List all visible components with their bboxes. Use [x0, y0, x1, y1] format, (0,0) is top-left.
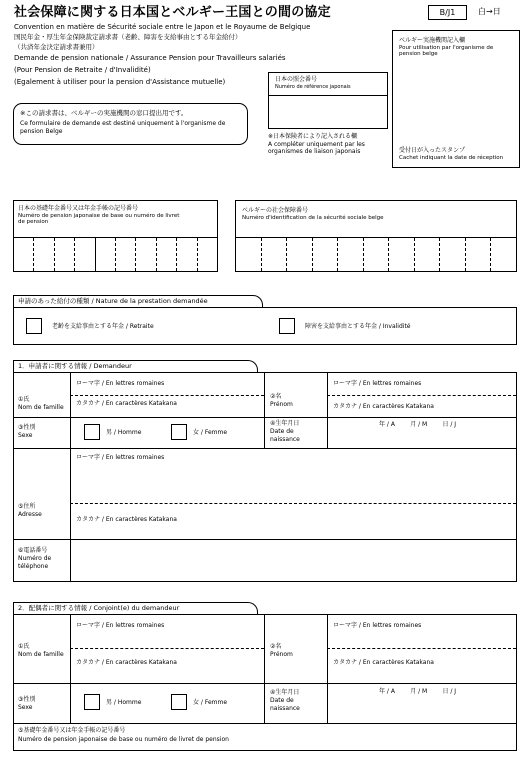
retraite-label: 老齢を支給事由とする年金 / Retraite	[52, 323, 154, 330]
jp-pension-fr-1: Numéro de pension japonaise de base ou numéro de livret	[18, 212, 180, 219]
s2-firstname-jp: ②名	[270, 643, 282, 650]
s2-sex-jp: ③性別	[18, 696, 36, 703]
s2-surname-katakana-label: カタカナ / En caractères Katakana	[76, 659, 177, 666]
jp-pension-number-cells[interactable]	[14, 237, 217, 271]
jp-pension-fr-2: de pension	[18, 219, 49, 226]
s2-dob-fr-1: Date de	[270, 697, 294, 704]
s2-pension-fr: Numéro de pension japonaise de base ou numéro de livret de pension	[18, 736, 229, 743]
applicant-section	[13, 372, 517, 582]
belgian-box-jp: ベルギー実施機関記入欄	[399, 37, 466, 44]
japan-agency-note-fr-2: organismes de liaison japonais	[268, 148, 361, 155]
s1-phone-jp: ⑥電話番号	[18, 547, 48, 554]
s1-address-fr: Adresse	[18, 511, 42, 518]
s2-dob-input[interactable]	[328, 700, 516, 722]
be-ss-number-box	[235, 200, 517, 272]
s2-male-label: 男 / Homme	[106, 699, 142, 706]
s1-sex-fr: Sexe	[18, 432, 33, 439]
s1-surname-fr: Nom de famille	[18, 404, 64, 411]
s1-dob-fr-2: naissance	[270, 436, 300, 443]
s1-phone-fr-1: Numéro de	[18, 555, 52, 562]
be-ss-fr: Numéro d'identification de la sécurité sociale belge	[242, 214, 384, 221]
s1-dob-jp: ④生年月日	[270, 420, 300, 427]
retraite-checkbox[interactable]	[26, 318, 42, 334]
s1-male-checkbox[interactable]	[84, 424, 100, 440]
invalidite-checkbox[interactable]	[279, 318, 295, 334]
japan-agency-note	[268, 133, 393, 156]
s2-firstname-fr: Prénom	[270, 651, 293, 658]
direction-label: 白→日	[478, 7, 501, 16]
benefit-section	[13, 307, 517, 345]
s2-sex-fr: Sexe	[18, 704, 33, 711]
notice-fr-1: Ce formulaire de demande est destiné uniquement à l'organisme de	[20, 120, 226, 128]
s1-address-input[interactable]	[71, 449, 516, 538]
s1-phone-input[interactable]	[71, 540, 516, 581]
stamp-jp: 受付日が入ったスタンプ	[399, 147, 466, 154]
s2-female-checkbox[interactable]	[171, 694, 187, 710]
belgian-box-fr-2: pension belge	[399, 51, 438, 58]
s2-surname-input[interactable]	[71, 616, 263, 682]
s1-female-checkbox[interactable]	[171, 424, 187, 440]
s1-address-katakana-label: カタカナ / En caractères Katakana	[76, 516, 177, 523]
japan-agency-note-jp: ※日本保険者により記入される欄	[268, 133, 358, 140]
s1-surname-input[interactable]	[71, 374, 263, 416]
form-fr-subtitle: (Pour Pension de Retraite / d'Invalidité)	[14, 66, 151, 74]
s2-firstname-romaji-label: ローマ字 / En lettres romaines	[333, 622, 422, 629]
be-ss-number-cells[interactable]	[236, 237, 516, 271]
be-ss-jp: ベルギーの社会保障番号	[242, 207, 309, 214]
belgian-box-fr-1: Pour utilisation par l'organisme de	[399, 44, 494, 51]
jp-pension-number-box	[13, 200, 218, 272]
s1-firstname-fr: Prénom	[270, 401, 293, 408]
page-title: 社会保障に関する日本国とベルギー王国との間の協定	[14, 5, 331, 20]
notice-jp: ※この請求書は、ベルギーの実施機関の窓口提出用です。	[20, 109, 188, 117]
jp-pension-jp: 日本の基礎年金番号又は年金手帳の記号番号	[18, 205, 139, 212]
s1-firstname-katakana-label: カタカナ / En caractères Katakana	[333, 403, 434, 410]
s1-address-jp: ⑤住所	[18, 503, 36, 510]
form-jp-subtitle: （共済年金決定請求書兼用）	[14, 43, 99, 51]
japan-ref-fr: Numéro de référence japonais	[275, 83, 351, 90]
notice-fr-2: pension Belge	[20, 127, 63, 135]
s1-surname-jp: ①氏	[18, 396, 30, 403]
s1-firstname-romaji-label: ローマ字 / En lettres romaines	[333, 380, 422, 387]
s1-address-romaji-label: ローマ字 / En lettres romaines	[76, 454, 165, 461]
s2-surname-romaji-label: ローマ字 / En lettres romaines	[76, 622, 165, 629]
section1-tab: 1．申請者に関する情報 / Demandeur	[13, 360, 258, 373]
japan-reference-box	[268, 72, 388, 129]
s1-surname-romaji-label: ローマ字 / En lettres romaines	[76, 380, 165, 387]
s2-firstname-input[interactable]	[328, 616, 516, 682]
s2-surname-fr: Nom de famille	[18, 651, 64, 658]
s2-firstname-katakana-label: カタカナ / En caractères Katakana	[333, 659, 434, 666]
s2-surname-jp: ①氏	[18, 643, 30, 650]
japan-ref-jp: 日本の照会番号	[275, 76, 318, 83]
japan-agency-note-fr-1: A compléter uniquement par les	[268, 140, 365, 148]
benefit-tab: 申請のあった給付の種類 / Nature de la prestation demandée	[13, 295, 263, 308]
s1-female-label: 女 / Femme	[193, 429, 228, 436]
s2-dob-jp: ④生年月日	[270, 689, 300, 696]
s2-dob-fr-2: naissance	[270, 705, 300, 712]
s2-male-checkbox[interactable]	[84, 694, 100, 710]
s1-firstname-jp: ②名	[270, 393, 282, 400]
form-fr-note: (Egalement à utiliser pour la pension d'Assistance mutuelle)	[14, 78, 226, 86]
s2-pension-jp: ⑤基礎年金番号又は年金手帳の記号番号	[18, 727, 126, 734]
form-fr-title: Demande de pension nationale / Assurance Pension pour Travailleurs salariés	[14, 54, 286, 62]
s1-phone-fr-2: téléphone	[18, 563, 49, 570]
form-code: B/J1	[428, 5, 467, 20]
s2-female-label: 女 / Femme	[193, 699, 228, 706]
s1-firstname-input[interactable]	[328, 374, 516, 416]
form-jp-title: 国民年金・厚生年金保険裁定請求書（老齢、障害を支給事由とする年金給付）	[14, 33, 242, 41]
section2-tab: 2．配偶者に関する情報 / Conjoint(e) du demandeur	[13, 602, 258, 615]
belgian-agency-box	[392, 30, 520, 168]
notice-box	[13, 103, 248, 145]
s1-male-label: 男 / Homme	[106, 429, 142, 436]
invalidite-label: 障害を支給事由とする年金 / Invalidité	[305, 323, 411, 330]
s1-surname-katakana-label: カタカナ / En caractères Katakana	[76, 400, 177, 407]
s1-sex-jp: ③性別	[18, 424, 36, 431]
s1-dob-input[interactable]	[328, 433, 516, 447]
s1-dob-fr-1: Date de	[270, 428, 294, 435]
japan-reference-input[interactable]	[269, 96, 387, 128]
stamp-fr: Cachet indiquant la date de réception	[399, 155, 504, 161]
s2-dob-fields: 年 / A 月 / M 日 / J	[379, 688, 457, 695]
spouse-section	[13, 614, 517, 751]
s1-dob-fields: 年 / A 月 / M 日 / J	[379, 421, 457, 428]
convention-line: Convention en matière de Sécurité sociale entre le Japon et le Royaume de Belgique	[14, 23, 311, 31]
